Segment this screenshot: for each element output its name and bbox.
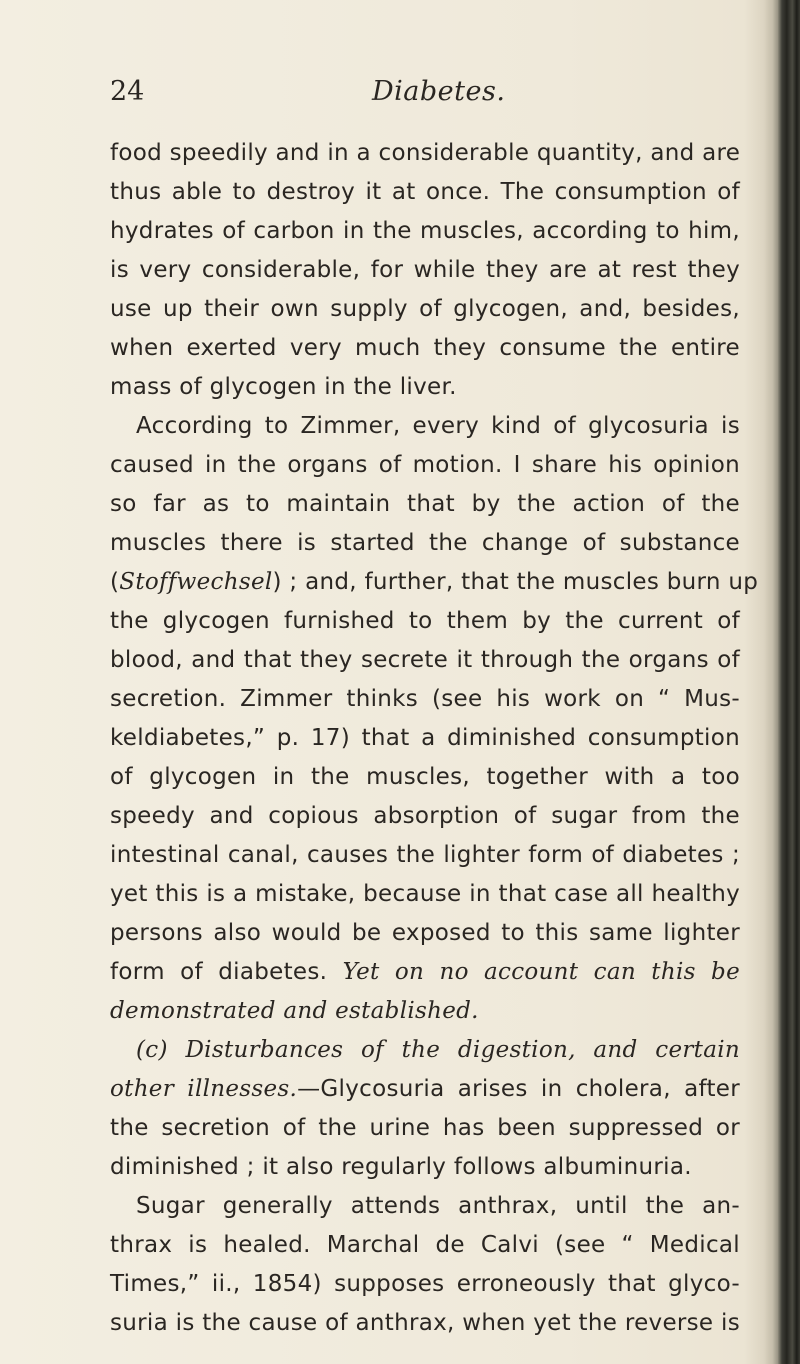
text-line: of glycogen in the muscles, together with a too [110,764,740,790]
text-line: hydrates of carbon in the muscles, according to him, [110,218,740,244]
text-line [110,993,740,1032]
section-heading: (c) Disturbances of the digestion, and certain [136,1037,740,1063]
text-line: yet this is a mistake, because in that case all healthy [110,881,740,907]
text-line: form of diabetes. Yet on no account can this be [110,959,740,985]
running-title: Diabetes. [372,76,506,107]
text-line: blood, and that they secrete it through the organs of [110,647,740,673]
text-line: thus able to destroy it at once. The consumption of [110,179,740,205]
text-line: the secretion of the urine has been suppressed or [110,1115,740,1141]
section-heading-line [110,1032,740,1071]
binding-shadow [764,0,778,1364]
text-line: the glycogen furnished to them by the current of [110,608,740,634]
text-line: (Stoffwechsel) ; and, further, that the muscles burn up [110,569,759,595]
text-line: keldiabetes,” p. 17) that a diminished consumption [110,725,740,751]
text-line: thrax is healed. Marchal de Calvi (see “ Medical [110,1232,740,1258]
text-line: suria is the cause of anthrax, when yet the reverse is [110,1310,740,1336]
text-line: persons also would be exposed to this same lighter [110,920,740,946]
text-line: Times,” ii., 1854) supposes erroneously that glyco- [110,1271,740,1297]
text-line: caused in the organs of motion. I share his opinion [110,452,740,478]
italic-phrase: Yet on no account can this be [342,959,740,985]
text-line: is very considerable, for while they are at rest they [110,257,740,283]
binding-edge [778,0,800,1364]
text-line: intestinal canal, causes the lighter form of diabetes ; [110,842,740,868]
italic-phrase: demonstrated and established. [110,998,479,1024]
section-heading-end: other illnesses. [110,1076,298,1102]
page-number: 24 [110,76,145,107]
text-line: diminished ; it also regularly follows albuminuria. [110,1154,692,1180]
text-line: Sugar generally attends anthrax, until the an- [136,1193,740,1219]
text-line: use up their own supply of glycogen, and, besides, [110,296,740,322]
body-text [110,135,759,1344]
text-line: mass of glycogen in the liver. [110,374,457,400]
running-header [110,76,740,116]
text-line: According to Zimmer, every kind of glycosuria is [136,413,740,439]
text-line: speedy and copious absorption of sugar from the [110,803,740,829]
text-line: other illnesses.—Glycosuria arises in cholera, after [110,1076,741,1102]
italic-term: Stoffwechsel [119,569,273,595]
text-line: muscles there is started the change of substance [110,530,740,556]
text-line: so far as to maintain that by the action of the [110,491,740,517]
text-line: secretion. Zimmer thinks (see his work on “ Mus- [110,686,740,712]
text-line: food speedily and in a considerable quantity, and are [110,140,741,166]
text-line: when exerted very much they consume the entire [110,335,740,361]
